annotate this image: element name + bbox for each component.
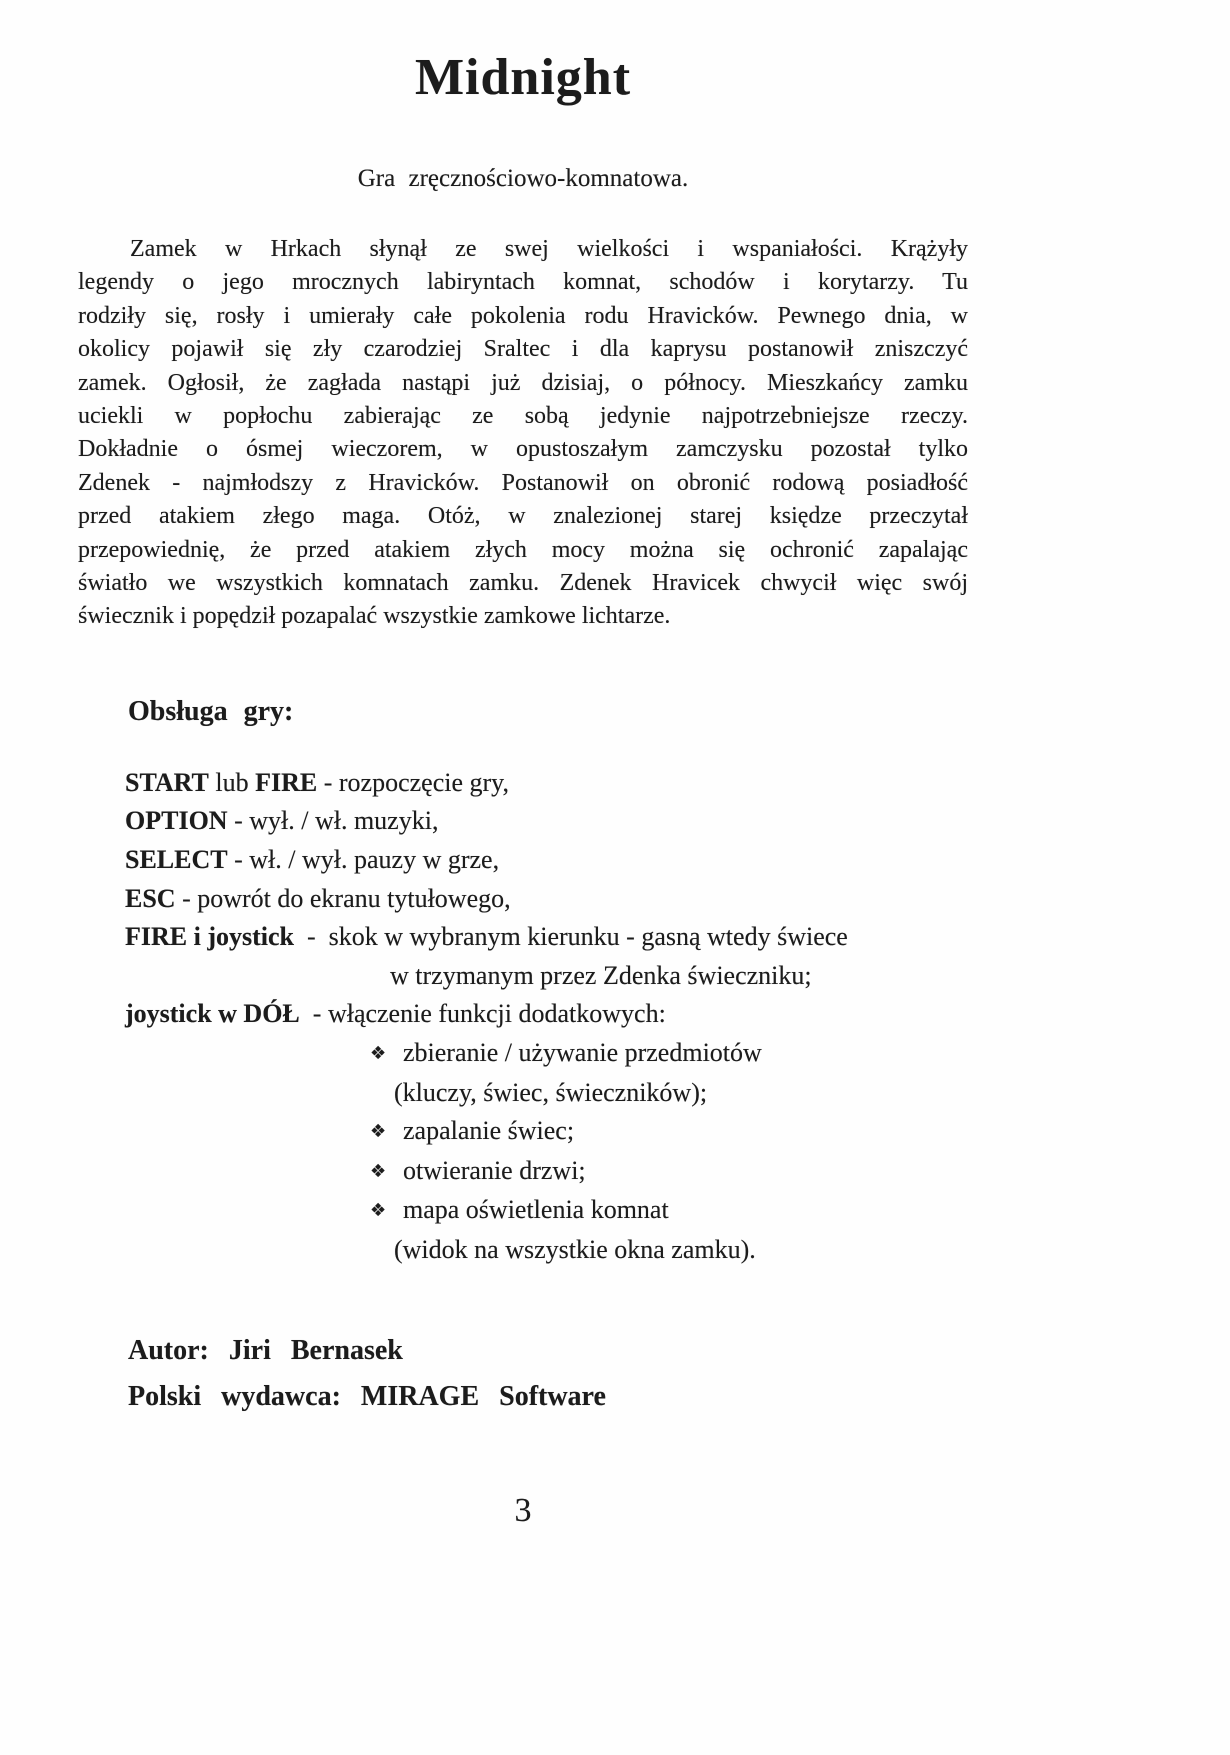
- story-line: Dokładnie o ósmej wieczorem, w opustoszałym zamczysku pozostał tylko: [78, 436, 968, 463]
- control-item: [125, 764, 968, 803]
- story-line: światło we wszystkich komnatach zamku. Zdenek Hravicek chwycił więc swój: [78, 570, 968, 597]
- story-line: przepowiednię, że przed atakiem złych mocy można się ochronić zapalając: [78, 536, 968, 563]
- publisher-line: Polski wydawca: MIRAGE Software: [128, 1380, 606, 1412]
- diamond-bullet-icon: ❖: [370, 1200, 387, 1222]
- story-line: Zamek w Hrkach słynął ze swej wielkości i wspaniałości. Krążyły: [130, 236, 968, 262]
- feature-text: otwieranie drzwi;: [403, 1155, 586, 1185]
- feature-sub-text: (kluczy, świec, świeczników);: [394, 1077, 708, 1107]
- page-number: 3: [514, 1491, 532, 1529]
- control-key: FIRE: [255, 767, 318, 797]
- story-line: uciekli w popłochu zabierając ze sobą jedynie najpotrzebniejsze rzeczy.: [78, 403, 968, 430]
- controls-heading: Obsługa gry:: [128, 695, 294, 727]
- control-item: [125, 995, 968, 1034]
- control-description: lub: [208, 767, 256, 797]
- control-description: - wł. / wył. pauzy w grze,: [227, 845, 500, 875]
- page-content: [78, 0, 968, 1530]
- control-key: ESC: [125, 883, 176, 913]
- feature-bullet-item: [370, 1112, 968, 1152]
- control-key: joystick w DÓŁ: [125, 999, 300, 1029]
- control-item: [125, 957, 968, 996]
- control-item: [125, 802, 968, 841]
- control-key: START: [125, 767, 209, 797]
- story-line: przed atakiem złego maga. Otóż, w znalezionej starej księdze przeczytał: [78, 503, 968, 530]
- feature-text: zbieranie / używanie przedmiotów: [403, 1038, 762, 1068]
- control-description: w trzymanym przez Zdenka świeczniku;: [390, 960, 812, 990]
- control-item: [125, 841, 968, 880]
- control-item: [125, 918, 968, 957]
- features-list: [370, 1034, 968, 1270]
- controls-list: [125, 764, 968, 1270]
- control-description: - wył. / wł. muzyki,: [227, 806, 439, 836]
- story-line: okolicy pojawił się zły czarodziej Sraltec i dla kaprysu postanowił zniszczyć: [78, 336, 968, 363]
- story-line: rodziły się, rosły i umierały całe pokolenia rodu Hravicków. Pewnego dnia, w: [78, 302, 968, 329]
- feature-sub-text: (widok na wszystkie okna zamku).: [394, 1235, 756, 1264]
- feature-bullet-item: [370, 1191, 968, 1231]
- control-key: OPTION: [125, 806, 228, 836]
- control-description: - włączenie funkcji dodatkowych:: [299, 999, 666, 1029]
- diamond-bullet-icon: ❖: [370, 1121, 387, 1143]
- credits-block: [128, 1328, 968, 1420]
- feature-text: zapalanie świec;: [403, 1116, 575, 1146]
- feature-text: mapa oświetlenia komnat: [403, 1195, 669, 1225]
- control-item: [125, 880, 968, 919]
- feature-bullet-item: [370, 1034, 968, 1074]
- control-description: - rozpoczęcie gry,: [317, 767, 509, 797]
- control-description: - skok w wybranym kierunku - gasną wtedy świece: [294, 922, 848, 952]
- story-line: Zdenek - najmłodszy z Hravicków. Postanowił on obronić rodową posiadłość: [78, 469, 968, 496]
- author-line: Autor: Jiri Bernasek: [128, 1334, 403, 1366]
- story-paragraph: [78, 233, 968, 634]
- story-line: świecznik i popędził pozapalać wszystkie zamkowe lichtarze.: [78, 603, 671, 630]
- document-subtitle: Gra zręcznościowo-komnatowa.: [357, 165, 689, 192]
- story-line: zamek. Ogłosił, że zagłada nastąpi już dzisiaj, o północy. Mieszkańcy zamku: [78, 369, 968, 396]
- diamond-bullet-icon: ❖: [370, 1043, 387, 1065]
- story-line: legendy o jego mrocznych labiryntach komnat, schodów i korytarzy. Tu: [78, 269, 968, 296]
- control-description: - powrót do ekranu tytułowego,: [175, 883, 511, 913]
- control-key: SELECT: [125, 845, 228, 875]
- document-title: Midnight: [414, 49, 632, 106]
- diamond-bullet-icon: ❖: [370, 1160, 387, 1182]
- control-key: FIRE i joystick: [125, 922, 294, 952]
- feature-bullet-item: [370, 1152, 968, 1192]
